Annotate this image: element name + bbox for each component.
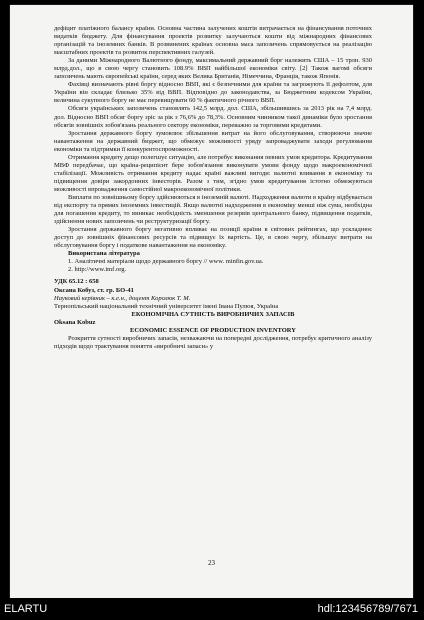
literature-heading: Використана література [68,250,140,258]
body-paragraph: Фахівці визначають рівні боргу відносно ВВП, які є безпечними для країни та загрожують її дефолтом, для України він складає близько 35% від ВВП. Відповідно до законодавства, за Бюджетним кодексом України, величина сукупного боргу не має перевищувати 60 % фактичного річного ВВП. [54,81,372,105]
footer-bar [0,598,424,620]
page-number: 23 [208,559,215,567]
body-paragraph: Зростання державного боргу негативно впливає на позиції країни в світових рейтингах, що ускладнює доступ до зовнішніх фінансових ресурсів та підвищує їх вартість. Це, в свою чергу, збільшує витрати на обслуговування боргу і податкове навантаження на економіку. [54,226,372,250]
article-title-en: ECONOMIC ESSENCE OF PRODUCTION INVENTORY [130,326,296,334]
main-text [54,25,372,250]
body-paragraph: Виплати по зовнішньому боргу здійснюються в іноземній валюті. Надходження валюти в країну відбувається від експорту та прямих іноземних інвестицій. Якщо валютні надходження в економіку менші ніж сума, необхідна для погашення кредиту, то виникає необхідність зменшення резервів центрального банку, підвищення податків, здійснення нових запозичень чи реструктуризації боргу. [54,193,372,226]
footer-handle-id: hdl:123456789/7671 [317,603,418,615]
footer-repository-label: ELARTU [4,603,48,615]
page-content [54,25,372,351]
body-paragraph: дефіцит платіжного балансу країни. Основна частина залучених коштів витрачається на фінансування поточних видатків бюджету. Для фінансування проектів розвитку залучаються кошти від міжнародних фінансових організацій та іноземних банків. В розвинених країнах основна маса запозичень спрямовується на реалізацію масштабних проектів та розвиток перспективних галузей. [54,25,372,57]
closing-paragraph: Розкриття сутності виробничих запасів, незважаючи на попередні дослідження, потребує критичного аналізу підходів щодо трактування поняття «виробничі запаси» у [54,334,372,350]
author-line: Оксана Кобуз, ст. гр. БО-41 [54,286,134,294]
supervisor-line: Науковий керівник – к.е.н., доцент Королюк Т. М. [54,294,191,302]
body-paragraph: Отримання кредиту дещо полегшує ситуацію, але потребує виконання певних умов кредитора. Кредитування МВФ передбачає, що країна-реципієнт бере зобов'язання виконувати умови фонду щодо макроекономічної стабілізації. Можливість отримання кредиту надає країні важливі вигоди: валютні вливання в економіку та підвищення довіри закордонних інвесторів. Разом з тим, згідно умов кредитування істотно обмежуються можливості впровадження самостійної макроекономічної політики. [54,153,372,193]
literature-list [54,258,372,274]
literature-item: 1. Аналітичні матеріали щодо державного боргу // www. minfin.gov.ua. [68,258,264,266]
body-paragraph: Обсяги українських запозичень становлять 142,5 млрд. дол. США, збільшившись за 2013 рік на 7,4 млрд. дол. Відносно ВВП обсяг боргу зріс за рік з 76,6% до 78,3%. Основним чинником такої динаміки було зростання обсягів зовнішніх зобов'язань реального сектору економіки, переважно за торговими кредитами. [54,105,372,129]
udc-code: УДК 65.12 : 658 [54,278,99,286]
literature-item: 2. http://www.imf.org. [68,266,127,274]
document-page [10,5,413,598]
university-line: Тернопільський національний технічний університет імені Івана Пулюя, Україна [54,302,279,310]
body-paragraph: За даними Міжнародного Валютного фонду, максимальний державний борг належить США – 15 трлн. 930 млрд.дол., що в свою чергу становить 108.9% ВВП найбільшої економіки світу. [2] Також вагомі обсяги запозичень мають європейські країни, серед яких Велика Британія, Німеччина, Франція, також Японія. [54,57,372,81]
body-paragraph: Зростання державного боргу зумовлює збільшення витрат на його обслуговування, створюючи значне навантаження на державний бюджет, що обмежує можливості уряду запроваджувати заходи регулювання економіки та підтримки її конкурентоспроможності. [54,129,372,153]
author-en: Oksana Kobuz [54,318,96,326]
article-title-ua: ЕКОНОМІЧНА СУТНІСТЬ ВИРОБНИЧИХ ЗАПАСІВ [131,310,295,318]
